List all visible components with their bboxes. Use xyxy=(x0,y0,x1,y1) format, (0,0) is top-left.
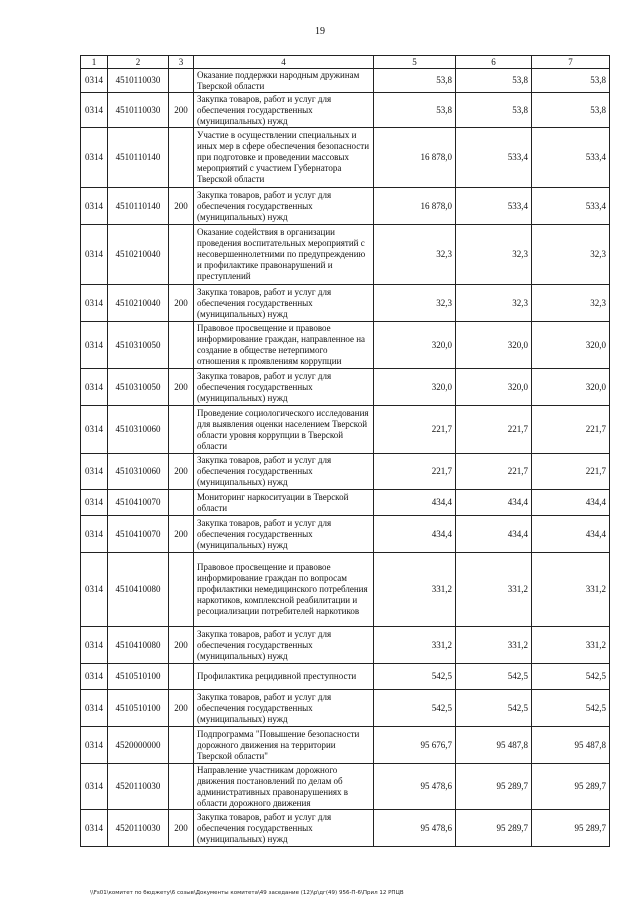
expense-type-cell xyxy=(169,727,194,764)
column-header: 4 xyxy=(194,56,374,69)
amount-col7-cell: 434,4 xyxy=(532,490,610,516)
amount-col5-cell: 434,4 xyxy=(374,516,456,553)
expense-type-cell xyxy=(169,553,194,627)
amount-col6-cell: 320,0 xyxy=(456,369,532,406)
item-name-cell: Закупка товаров, работ и услуг для обеспечения государственных (муниципальных) нужд xyxy=(194,369,374,406)
amount-col6-cell: 95 289,7 xyxy=(456,764,532,810)
table-row xyxy=(81,369,610,406)
amount-col7-cell: 53,8 xyxy=(532,93,610,128)
amount-col7-cell: 533,4 xyxy=(532,128,610,188)
amount-col7-cell: 434,4 xyxy=(532,516,610,553)
table-row xyxy=(81,727,610,764)
section-code-cell: 0314 xyxy=(81,369,108,406)
table-row xyxy=(81,188,610,225)
table-row xyxy=(81,764,610,810)
target-article-cell: 4510110140 xyxy=(108,128,169,188)
amount-col5-cell: 95 676,7 xyxy=(374,727,456,764)
amount-col7-cell: 32,3 xyxy=(532,285,610,322)
table-row xyxy=(81,285,610,322)
section-code-cell: 0314 xyxy=(81,285,108,322)
expense-type-cell: 200 xyxy=(169,810,194,847)
target-article-cell: 4510410070 xyxy=(108,490,169,516)
item-name-cell: Закупка товаров, работ и услуг для обеспечения государственных (муниципальных) нужд xyxy=(194,690,374,727)
expense-type-cell xyxy=(169,764,194,810)
amount-col6-cell: 434,4 xyxy=(456,490,532,516)
item-name-cell: Закупка товаров, работ и услуг для обеспечения государственных (муниципальных) нужд xyxy=(194,188,374,225)
table-row xyxy=(81,454,610,490)
target-article-cell: 4510210040 xyxy=(108,285,169,322)
amount-col6-cell: 221,7 xyxy=(456,406,532,454)
amount-col5-cell: 95 478,6 xyxy=(374,764,456,810)
item-name-cell: Закупка товаров, работ и услуг для обеспечения государственных (муниципальных) нужд xyxy=(194,810,374,847)
item-name-cell: Мониторинг наркоситуации в Тверской области xyxy=(194,490,374,516)
amount-col5-cell: 16 878,0 xyxy=(374,188,456,225)
column-header: 3 xyxy=(169,56,194,69)
amount-col7-cell: 320,0 xyxy=(532,322,610,369)
table-row xyxy=(81,93,610,128)
section-code-cell: 0314 xyxy=(81,322,108,369)
target-article-cell: 4520110030 xyxy=(108,764,169,810)
file-path-footer: \\Fs01\комитет по бюджету\6 созыв\Документы комитета\49 заседание (12)\p\дг(49) 956-П-6\Прил 12 РПЦВ xyxy=(90,890,404,896)
table-row xyxy=(81,516,610,553)
item-name-cell: Правовое просвещение и правовое информирование граждан, направленное на создание в обществе нетерпимого отношения к проявлениям коррупции xyxy=(194,322,374,369)
amount-col7-cell: 53,8 xyxy=(532,69,610,93)
amount-col7-cell: 331,2 xyxy=(532,553,610,627)
target-article-cell: 4510310060 xyxy=(108,454,169,490)
item-name-cell: Оказание поддержки народным дружинам Тверской области xyxy=(194,69,374,93)
table-row xyxy=(81,225,610,285)
column-header: 2 xyxy=(108,56,169,69)
target-article-cell: 4520110030 xyxy=(108,810,169,847)
section-code-cell: 0314 xyxy=(81,764,108,810)
amount-col7-cell: 331,2 xyxy=(532,627,610,664)
expense-type-cell: 200 xyxy=(169,369,194,406)
table-row xyxy=(81,490,610,516)
amount-col7-cell: 95 289,7 xyxy=(532,810,610,847)
section-code-cell: 0314 xyxy=(81,454,108,490)
amount-col5-cell: 542,5 xyxy=(374,664,456,690)
amount-col7-cell: 542,5 xyxy=(532,664,610,690)
target-article-cell: 4510310050 xyxy=(108,369,169,406)
target-article-cell: 4510410080 xyxy=(108,553,169,627)
amount-col6-cell: 221,7 xyxy=(456,454,532,490)
section-code-cell: 0314 xyxy=(81,93,108,128)
target-article-cell: 4510510100 xyxy=(108,664,169,690)
amount-col5-cell: 32,3 xyxy=(374,225,456,285)
item-name-cell: Закупка товаров, работ и услуг для обеспечения государственных (муниципальных) нужд xyxy=(194,93,374,128)
table-row xyxy=(81,627,610,664)
amount-col5-cell: 32,3 xyxy=(374,285,456,322)
table-row xyxy=(81,664,610,690)
amount-col5-cell: 320,0 xyxy=(374,369,456,406)
item-name-cell: Оказание содействия в организации проведения воспитательных мероприятий с несовершеннолетними по предупреждению и профилактике правонарушений и преступлений xyxy=(194,225,374,285)
amount-col5-cell: 221,7 xyxy=(374,454,456,490)
expense-type-cell xyxy=(169,225,194,285)
amount-col5-cell: 53,8 xyxy=(374,69,456,93)
section-code-cell: 0314 xyxy=(81,516,108,553)
target-article-cell: 4520000000 xyxy=(108,727,169,764)
column-header: 7 xyxy=(532,56,610,69)
amount-col6-cell: 331,2 xyxy=(456,627,532,664)
amount-col6-cell: 95 487,8 xyxy=(456,727,532,764)
expense-type-cell: 200 xyxy=(169,188,194,225)
amount-col6-cell: 53,8 xyxy=(456,69,532,93)
amount-col6-cell: 53,8 xyxy=(456,93,532,128)
amount-col7-cell: 533,4 xyxy=(532,188,610,225)
target-article-cell: 4510510100 xyxy=(108,690,169,727)
table-row xyxy=(81,810,610,847)
expense-type-cell: 200 xyxy=(169,454,194,490)
section-code-cell: 0314 xyxy=(81,188,108,225)
expense-type-cell: 200 xyxy=(169,690,194,727)
amount-col6-cell: 331,2 xyxy=(456,553,532,627)
amount-col6-cell: 542,5 xyxy=(456,690,532,727)
amount-col7-cell: 221,7 xyxy=(532,406,610,454)
item-name-cell: Правовое просвещение и правовое информирование граждан по вопросам профилактики немедицинского потребления наркотиков, комплексной реабилитации и ресоциализации потребителей наркотиков xyxy=(194,553,374,627)
item-name-cell: Подпрограмма "Повышение безопасности дорожного движения на территории Тверской области" xyxy=(194,727,374,764)
expense-type-cell xyxy=(169,406,194,454)
expense-type-cell xyxy=(169,322,194,369)
target-article-cell: 4510110030 xyxy=(108,69,169,93)
item-name-cell: Участие в осуществлении специальных и иных мер в сфере обеспечения безопасности при подготовке и проведении массовых мероприятий с участием Губернатора Тверской области xyxy=(194,128,374,188)
table-row xyxy=(81,69,610,93)
expense-type-cell: 200 xyxy=(169,93,194,128)
expense-type-cell: 200 xyxy=(169,285,194,322)
item-name-cell: Закупка товаров, работ и услуг для обеспечения государственных (муниципальных) нужд xyxy=(194,454,374,490)
expense-type-cell: 200 xyxy=(169,627,194,664)
target-article-cell: 4510410080 xyxy=(108,627,169,664)
section-code-cell: 0314 xyxy=(81,727,108,764)
amount-col7-cell: 320,0 xyxy=(532,369,610,406)
expense-type-cell xyxy=(169,664,194,690)
amount-col7-cell: 542,5 xyxy=(532,690,610,727)
amount-col6-cell: 533,4 xyxy=(456,128,532,188)
amount-col7-cell: 95 487,8 xyxy=(532,727,610,764)
column-header: 1 xyxy=(81,56,108,69)
target-article-cell: 4510210040 xyxy=(108,225,169,285)
item-name-cell: Закупка товаров, работ и услуг для обеспечения государственных (муниципальных) нужд xyxy=(194,285,374,322)
section-code-cell: 0314 xyxy=(81,225,108,285)
amount-col6-cell: 320,0 xyxy=(456,322,532,369)
amount-col5-cell: 53,8 xyxy=(374,93,456,128)
target-article-cell: 4510310050 xyxy=(108,322,169,369)
amount-col5-cell: 434,4 xyxy=(374,490,456,516)
amount-col7-cell: 221,7 xyxy=(532,454,610,490)
amount-col6-cell: 434,4 xyxy=(456,516,532,553)
item-name-cell: Профилактика рецидивной преступности xyxy=(194,664,374,690)
amount-col5-cell: 221,7 xyxy=(374,406,456,454)
amount-col7-cell: 32,3 xyxy=(532,225,610,285)
item-name-cell: Проведение социологического исследования для выявления оценки населением Тверской области уровня коррупции в Тверской области xyxy=(194,406,374,454)
section-code-cell: 0314 xyxy=(81,128,108,188)
table-row xyxy=(81,322,610,369)
target-article-cell: 4510410070 xyxy=(108,516,169,553)
section-code-cell: 0314 xyxy=(81,553,108,627)
amount-col5-cell: 95 478,6 xyxy=(374,810,456,847)
amount-col6-cell: 95 289,7 xyxy=(456,810,532,847)
item-name-cell: Закупка товаров, работ и услуг для обеспечения государственных (муниципальных) нужд xyxy=(194,516,374,553)
page-number: 19 xyxy=(315,26,325,37)
amount-col5-cell: 542,5 xyxy=(374,690,456,727)
target-article-cell: 4510310060 xyxy=(108,406,169,454)
section-code-cell: 0314 xyxy=(81,627,108,664)
amount-col5-cell: 331,2 xyxy=(374,627,456,664)
target-article-cell: 4510110140 xyxy=(108,188,169,225)
amount-col5-cell: 320,0 xyxy=(374,322,456,369)
column-header: 5 xyxy=(374,56,456,69)
section-code-cell: 0314 xyxy=(81,810,108,847)
item-name-cell: Закупка товаров, работ и услуг для обеспечения государственных (муниципальных) нужд xyxy=(194,627,374,664)
table-row xyxy=(81,553,610,627)
amount-col6-cell: 32,3 xyxy=(456,225,532,285)
expense-type-cell xyxy=(169,69,194,93)
expense-type-cell: 200 xyxy=(169,516,194,553)
budget-table xyxy=(80,55,610,847)
table-body xyxy=(81,69,610,847)
section-code-cell: 0314 xyxy=(81,69,108,93)
amount-col6-cell: 32,3 xyxy=(456,285,532,322)
table-row xyxy=(81,690,610,727)
column-header: 6 xyxy=(456,56,532,69)
item-name-cell: Направление участникам дорожного движения постановлений по делам об административных правонарушениях в области дорожного движения xyxy=(194,764,374,810)
table-row xyxy=(81,128,610,188)
target-article-cell: 4510110030 xyxy=(108,93,169,128)
expense-type-cell xyxy=(169,490,194,516)
table-header-row xyxy=(81,56,610,69)
amount-col5-cell: 331,2 xyxy=(374,553,456,627)
section-code-cell: 0314 xyxy=(81,490,108,516)
expense-type-cell xyxy=(169,128,194,188)
amount-col6-cell: 542,5 xyxy=(456,664,532,690)
amount-col6-cell: 533,4 xyxy=(456,188,532,225)
amount-col5-cell: 16 878,0 xyxy=(374,128,456,188)
amount-col7-cell: 95 289,7 xyxy=(532,764,610,810)
table-row xyxy=(81,406,610,454)
section-code-cell: 0314 xyxy=(81,406,108,454)
section-code-cell: 0314 xyxy=(81,664,108,690)
section-code-cell: 0314 xyxy=(81,690,108,727)
